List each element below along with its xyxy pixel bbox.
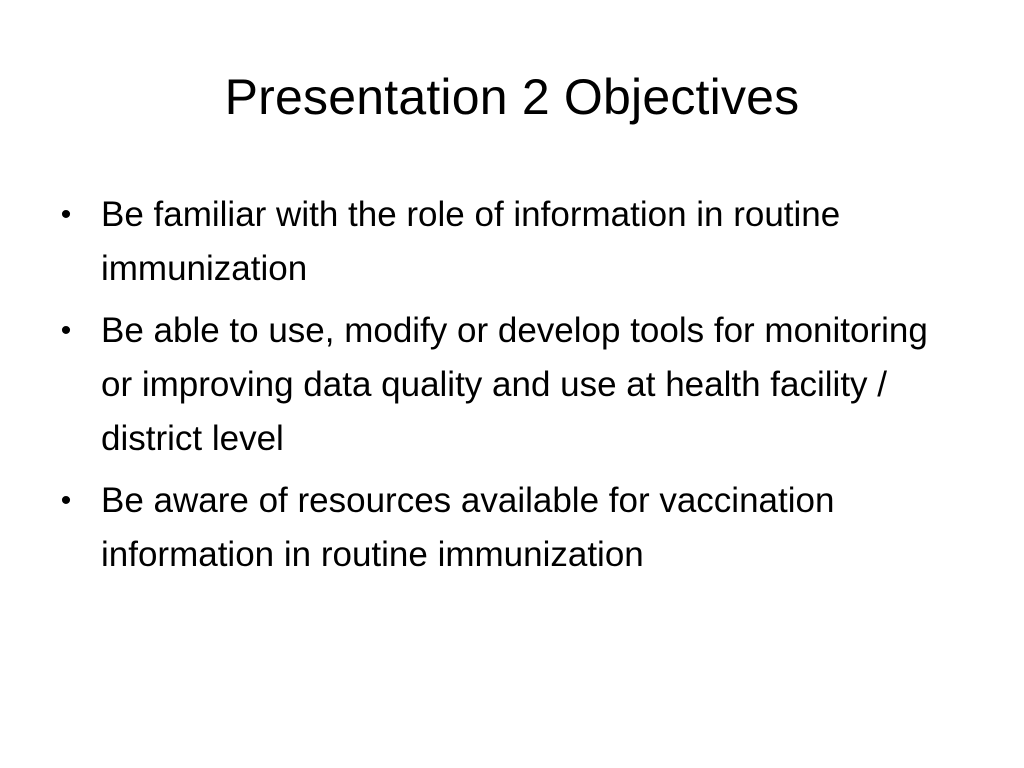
objective-item [56, 188, 956, 296]
bullet-icon: • [60, 198, 72, 231]
objective-text: Be able to use, modify or develop tools for monitoring or improving data quality and use at health facility / district level [101, 311, 928, 458]
objective-item [56, 474, 956, 582]
objective-item [56, 304, 956, 466]
bullet-icon: • [60, 314, 72, 347]
bullet-icon: • [60, 484, 72, 517]
objectives-list [56, 188, 956, 590]
slide-title: Presentation 2 Objectives [224, 69, 800, 125]
objective-text: Be familiar with the role of information in routine immunization [101, 195, 841, 288]
objective-text: Be aware of resources available for vaccination information in routine immunization [101, 481, 835, 574]
